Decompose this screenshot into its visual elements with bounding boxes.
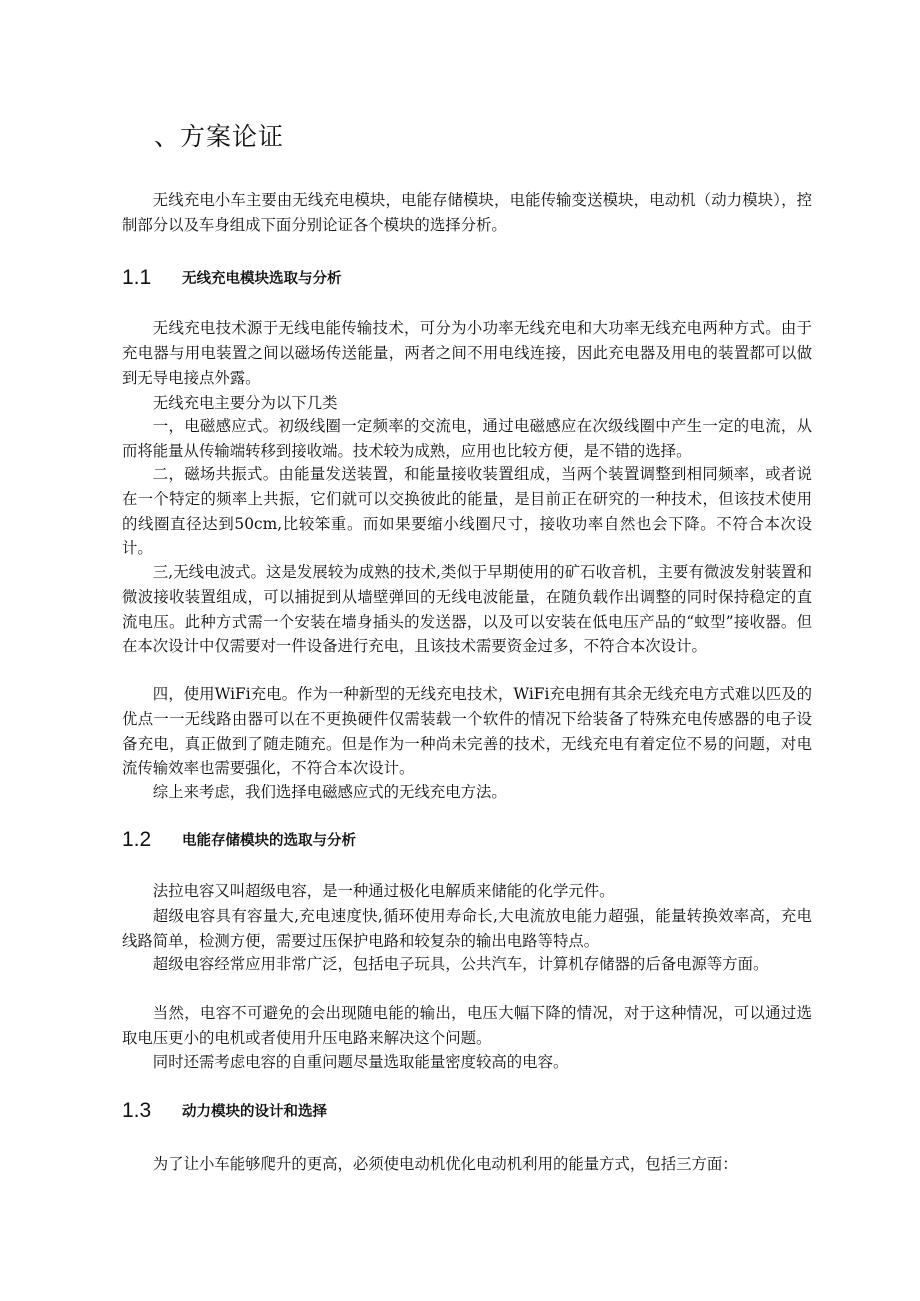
paragraph-1-2-features: 超级电容具有容量大,充电速度快,循环使用寿命长,大电流放电能力超强，能量转换效率高，充电线路简单，检测方便，需要过压保护电路和较复杂的输出电路等特点。 (122, 907, 812, 950)
paragraph-1-2-applications: 超级电容经常应用非常广泛，包括电子玩具，公共汽车，计算机存储器的后备电源等方面。 (152, 955, 769, 973)
section-number: 1.2 (122, 828, 152, 851)
paragraph-1-1-conclusion: 综上来考虑，我们选择电磁感应式的无线充电方法。 (152, 783, 507, 801)
paragraph-1-2-weight: 同时还需考虑电容的自重问题尽量选取能量密度较高的电容。 (152, 1053, 569, 1071)
section-heading-text: 无线充电模块选取与分析 (182, 271, 342, 287)
section-title: 、方案论证 (154, 122, 285, 151)
paragraph-1-1-intro: 无线充电技术源于无线电能传输技术，可分为小功率无线充电和大功率无线充电两种方式。由于充电器与用电装置之间以磁场传送能量，两者之间不用电线连接，因此充电器及用电的装置都可以做到无导电接点外露。 (122, 319, 812, 387)
paragraph-1-2-definition: 法拉电容又叫超级电容，是一种通过极化电解质来储能的化学元件。 (152, 882, 615, 900)
section-heading-text: 动力模块的设计和选择 (182, 1104, 327, 1120)
intro-paragraph: 无线充电小车主要由无线充电模块，电能存储模块，电能传输变送模块，电动机（动力模块），控制部分以及车身组成下面分别论证各个模块的选择分析。 (122, 191, 812, 234)
section-number: 1.1 (122, 266, 152, 289)
paragraph-1-1-type-2: 二，磁场共振式。由能量发送装置，和能量接收装置组成，当两个装置调整到相同频率，或者说在一个特定的频率上共振，它们就可以交换彼此的能量，是目前正在研究的一种技术，但该技术使用的线圈直径达到50cm,比较笨重。而如果要缩小线圈尺寸，接收功率自然也会下降。不符合本次设计。 (122, 465, 812, 558)
paragraph-1-1-type-1: 一，电磁感应式。初级线圈一定频率的交流电，通过电磁感应在次级线圈中产生一定的电流，从而将能量从传输端转移到接收端。技术较为成熟，应用也比较方便，是不错的选择。 (122, 417, 812, 460)
paragraph-1-1-type-3: 三,无线电波式。这是发展较为成熟的技术,类似于早期使用的矿石收音机，主要有微波发射装置和微波接收装置组成，可以捕捉到从墙壁弹回的无线电波能量，在随负载作出调整的同时保持稳定的直流电压。此种方式需一个安装在墙身插头的发送器，以及可以安装在低电压产品的“蚊型”接收器。但在本次设计中仅需要对一件设备进行充电，且该技术需要资金过多，不符合本次设计。 (122, 563, 812, 656)
paragraph-1-2-voltage-drop: 当然，电容不可避免的会出现随电能的输出，电压大幅下降的情况，对于这种情况，可以通过选取电压更小的电机或者使用升压电路来解决这个问题。 (122, 1004, 812, 1047)
paragraph-1-1-type-4: 四，使用WiFi充电。作为一种新型的无线充电技术，WiFi充电拥有其余无线充电方式难以匹及的优点一一无线路由器可以在不更换硬件仅需装载一个软件的情况下给装备了特殊充电传感器的电子设备充电，真正做到了随走随充。但是作为一种尚未完善的技术，无线充电有着定位不易的问题，对电流传输效率也需要强化，不符合本次设计。 (122, 685, 812, 778)
paragraph-1-1-categories: 无线充电主要分为以下几类 (152, 394, 338, 412)
paragraph-1-3-intro: 为了让小车能够爬升的更高，必须使电动机优化电动机利用的能量方式，包括三方面： (152, 1155, 738, 1173)
section-number: 1.3 (122, 1099, 152, 1122)
section-heading-text: 电能存储模块的选取与分析 (182, 833, 356, 849)
